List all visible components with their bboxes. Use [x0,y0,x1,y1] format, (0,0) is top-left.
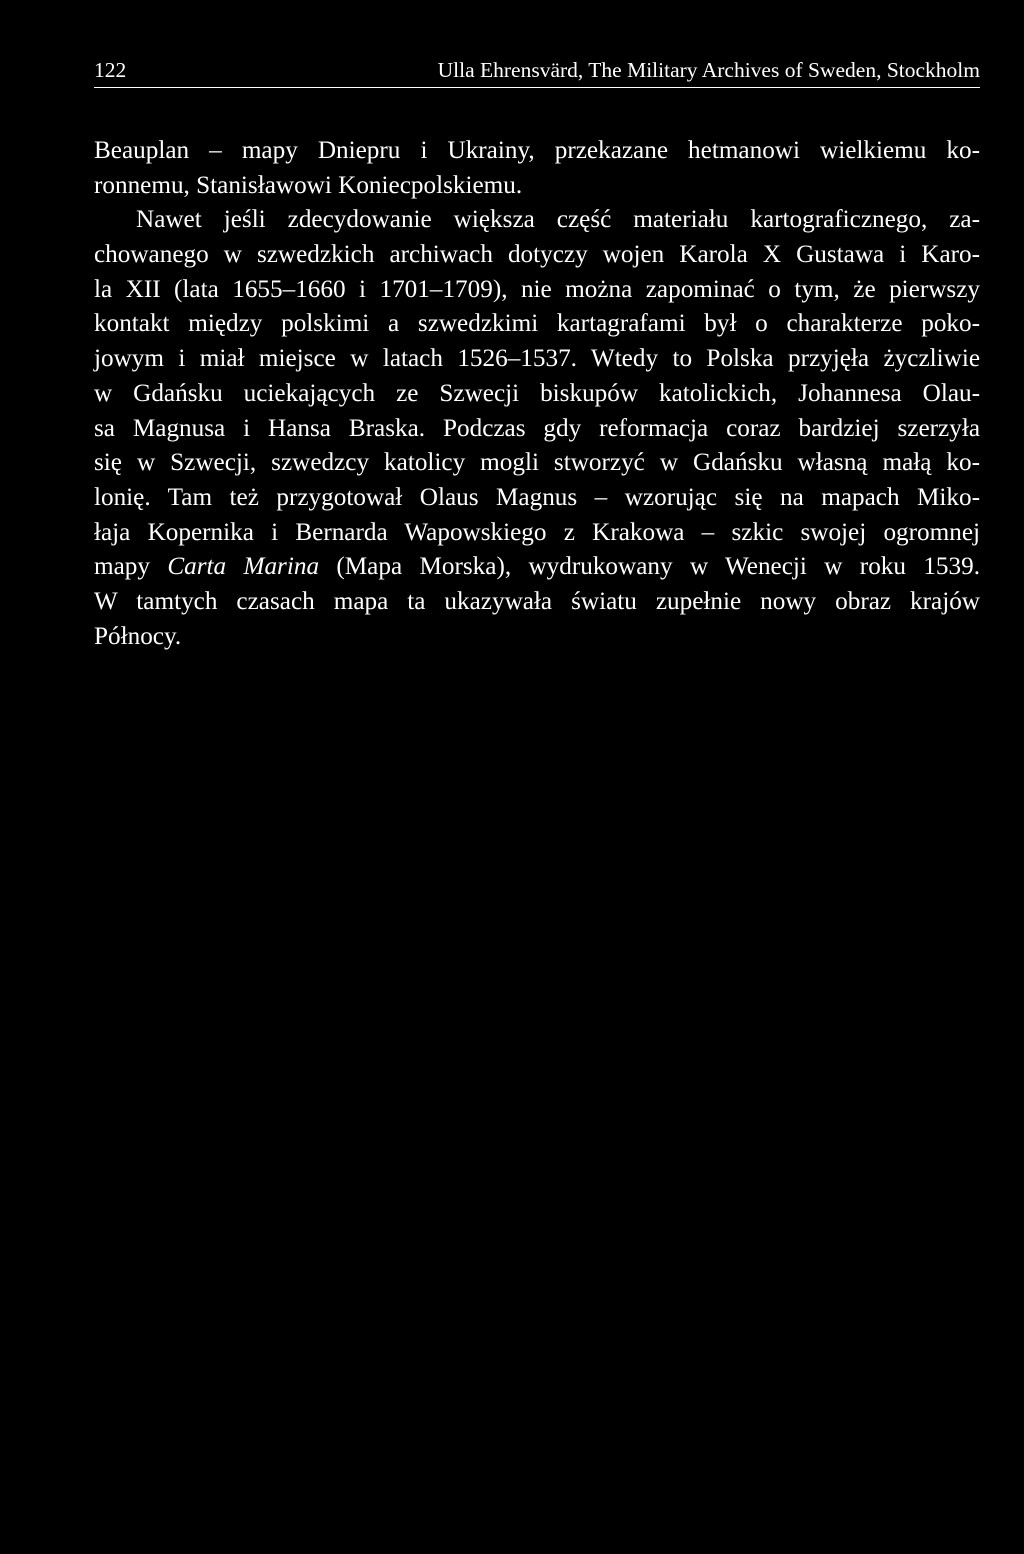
running-title: Ulla Ehrensvärd, The Military Archives of Sweden, Stockholm [437,58,980,82]
text-line: chowanego w szwedzkich archiwach dotyczy wojen Karola X Gustawa i Karo- [94,241,980,269]
text-line-with-italic [94,550,980,585]
text-line: kontakt między polskimi a szwedzkimi kartagrafami był o charakterze poko- [94,310,980,338]
text-line: la XII (lata 1655–1660 i 1701–1709), nie można zapominać o tym, że pierwszy [94,275,980,303]
text-line: w Gdańsku uciekających ze Szwecji biskupów katolickich, Johannesa Olau- [94,379,980,407]
text-fragment: (Mapa Morska), wydrukowany w Wenecji w roku 1539. [319,553,981,581]
text-line: łaja Kopernika i Bernarda Wapowskiego z Krakowa – szkic swojej ogromnej [94,518,980,546]
text-line: jowym i miał miejsce w latach 1526–1537. Wtedy to Polska przyjęła życzliwie [94,345,980,373]
text-line: sa Magnusa i Hansa Braska. Podczas gdy reformacja coraz bardziej szerzyła [94,414,980,442]
running-header [94,55,980,88]
text-line: ronnemu, Stanisławowi Koniecpolskiemu. [94,171,523,199]
map-title-italic: Carta Marina [167,553,320,581]
text-line: Nawet jeśli zdecydowanie większa część materiału kartograficznego, za- [136,206,980,234]
text-line: Północy. [94,622,182,650]
text-line: się w Szwecji, szwedzcy katolicy mogli stworzyć w Gdańsku własną małą ko- [94,449,980,477]
body-text [94,134,980,654]
text-line: lonię. Tam też przygotował Olaus Magnus – wzorując się na mapach Miko- [94,483,980,511]
text-line: W tamtych czasach mapa ta ukazywała światu zupełnie nowy obraz krajów [94,587,980,615]
text-fragment: mapy [94,553,168,581]
text-line: Beauplan – mapy Dniepru i Ukrainy, przekazane hetmanowi wielkiemu ko- [94,137,980,164]
page-number: 122 [94,58,127,82]
